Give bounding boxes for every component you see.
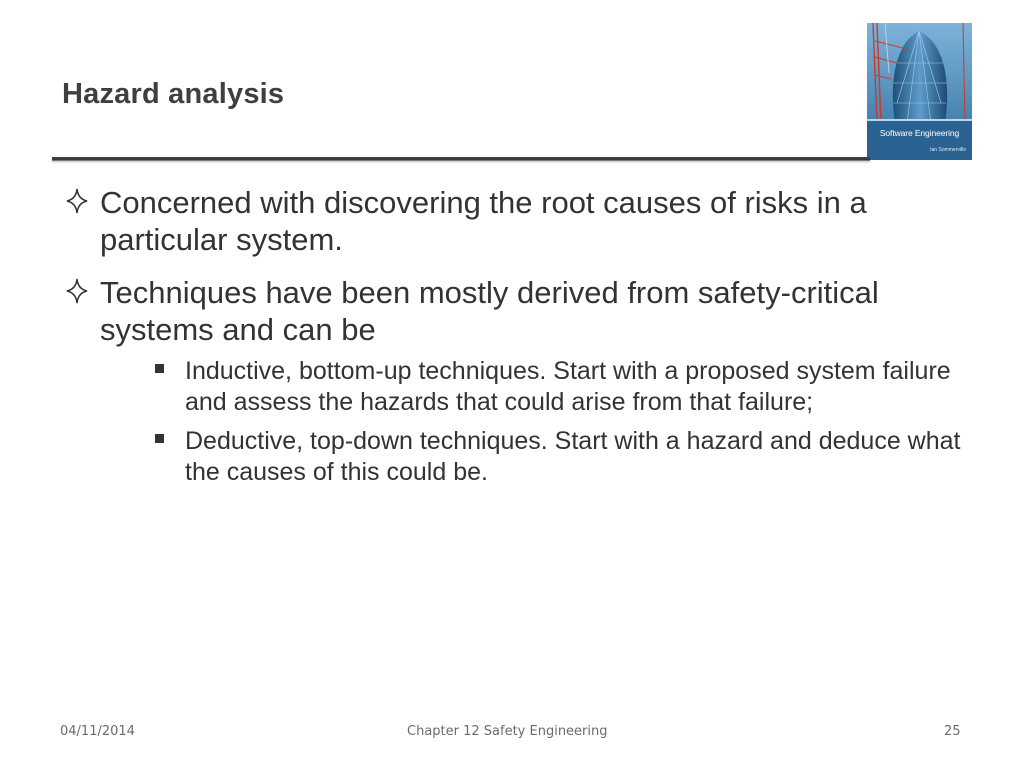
cover-artwork [867,23,972,160]
square-bullet-icon [155,364,164,373]
sub-bullet-list [100,356,980,488]
bullet-text: Techniques have been mostly derived from safety-critical systems and can be [100,275,879,347]
sub-bullet-item [100,356,980,418]
sub-bullet-item [100,426,980,488]
bullet-item [60,184,980,258]
sub-bullet-text: Deductive, top-down techniques. Start with a hazard and deduce what the causes of this could be. [185,427,961,486]
four-point-star-icon [64,186,90,216]
cover-title: Software Engineering [879,128,960,138]
footer-date: 04/11/2014 [60,724,135,739]
four-point-star-icon [64,276,90,306]
bullet-item [60,274,980,488]
footer-chapter: Chapter 12 Safety Engineering [407,724,608,739]
bullet-list [60,184,980,504]
bullet-text: Concerned with discovering the root causes of risks in a particular system. [100,185,867,257]
square-bullet-icon [155,434,164,443]
sub-bullet-text: Inductive, bottom-up techniques. Start with a proposed system failure and assess the hazards that could arise from that failure; [185,357,951,416]
title-underline [52,157,870,161]
cover-author: Ian Sommerville [930,147,966,153]
book-cover-image [867,23,972,160]
slide-title: Hazard analysis [62,78,285,110]
footer-page-number: 25 [944,724,961,739]
